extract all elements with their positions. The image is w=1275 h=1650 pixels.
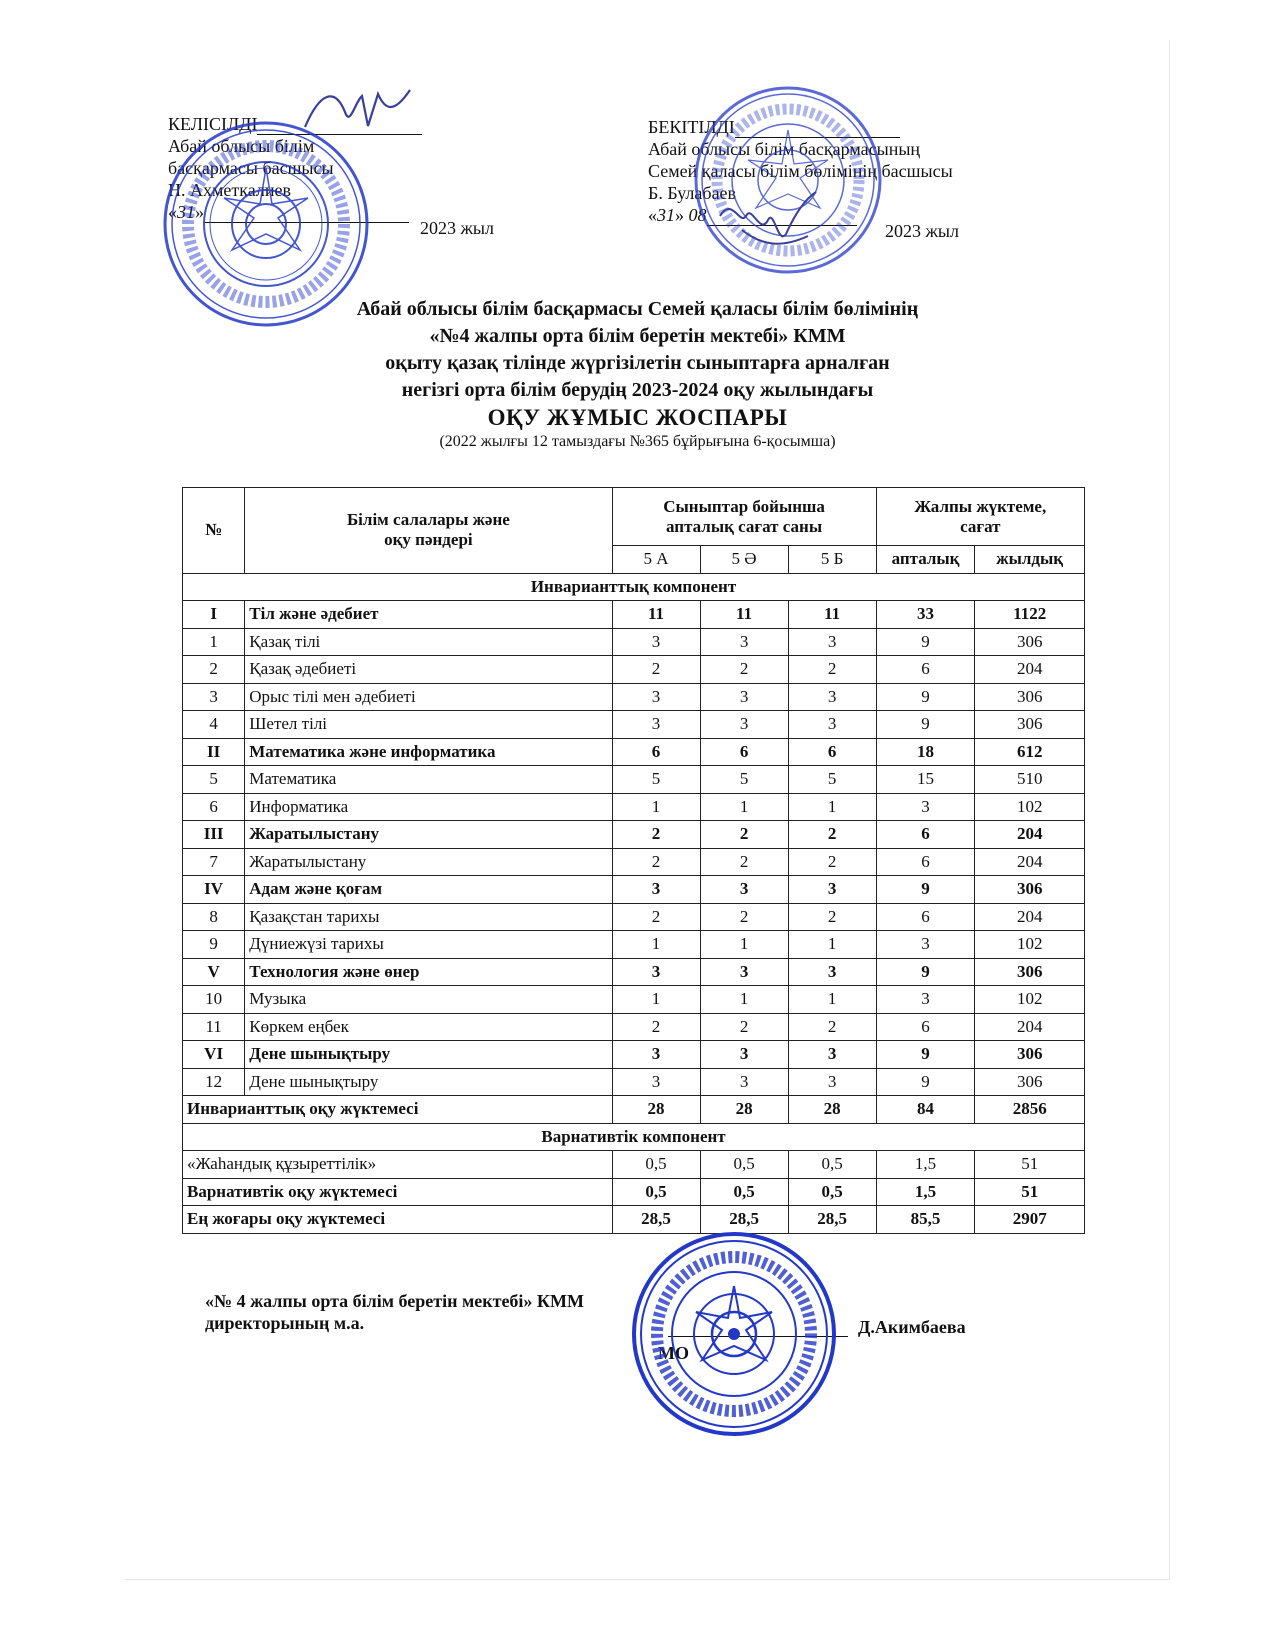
subject-area-row <box>183 821 1085 849</box>
row-cell-yearly: 510 <box>975 766 1085 794</box>
invariant-total-row <box>183 1096 1085 1124</box>
approval-right-line2: Семей қаласы білім бөлімінің басшысы <box>648 161 953 181</box>
variative-subject-row <box>183 1151 1085 1179</box>
row-number: 7 <box>183 848 245 876</box>
row-number: 6 <box>183 793 245 821</box>
subject-row <box>183 1013 1085 1041</box>
subject-row <box>183 711 1085 739</box>
row-cell-yearly: 1122 <box>975 601 1085 629</box>
row-subject-name: Қазақ тілі <box>245 628 612 656</box>
row-cell-class-5ae: 3 <box>700 711 788 739</box>
row-cell-yearly: 102 <box>975 986 1085 1014</box>
row-subject-name: Дүниежүзі тарихы <box>245 931 612 959</box>
row-cell-class-5b: 28,5 <box>788 1206 876 1234</box>
subject-area-row <box>183 958 1085 986</box>
signature-left <box>300 82 420 142</box>
row-subject-name: Математика және информатика <box>245 738 612 766</box>
row-cell-weekly: 6 <box>876 821 975 849</box>
row-cell-weekly: 18 <box>876 738 975 766</box>
header-classes: Сыныптар бойынша апталық сағат саны <box>612 488 876 546</box>
row-number: 11 <box>183 1013 245 1041</box>
variative-total-row <box>183 1178 1085 1206</box>
header-yearly: жылдық <box>975 546 1085 574</box>
row-subject-name: «Жаһандық құзыреттілік» <box>183 1151 613 1179</box>
row-cell-class-5a: 2 <box>612 903 700 931</box>
row-number: VI <box>183 1041 245 1069</box>
row-cell-class-5a: 0,5 <box>612 1178 700 1206</box>
subject-row <box>183 656 1085 684</box>
row-cell-yearly: 306 <box>975 628 1085 656</box>
row-number: 4 <box>183 711 245 739</box>
row-cell-weekly: 33 <box>876 601 975 629</box>
row-cell-weekly: 6 <box>876 848 975 876</box>
title-line-2: «№4 жалпы орта білім беретін мектебі» КММ <box>429 325 846 347</box>
row-subject-name: Ең жоғары оқу жүктемесі <box>183 1206 613 1234</box>
row-number: 12 <box>183 1068 245 1096</box>
row-subject-name: Дене шынықтыру <box>245 1041 612 1069</box>
row-number: II <box>183 738 245 766</box>
subject-row <box>183 683 1085 711</box>
row-cell-class-5a: 0,5 <box>612 1151 700 1179</box>
invariant-section-title: Инварианттық компонент <box>183 573 1085 601</box>
row-cell-class-5a: 28 <box>612 1096 700 1124</box>
row-cell-class-5a: 28,5 <box>612 1206 700 1234</box>
row-cell-class-5ae: 1 <box>700 931 788 959</box>
approval-right-heading: БЕКІТІЛДІ <box>648 116 953 138</box>
row-cell-weekly: 6 <box>876 903 975 931</box>
row-cell-class-5a: 3 <box>612 711 700 739</box>
row-cell-class-5ae: 0,5 <box>700 1151 788 1179</box>
approval-left-date: «31» <box>168 201 422 223</box>
row-cell-class-5ae: 1 <box>700 793 788 821</box>
row-cell-weekly: 15 <box>876 766 975 794</box>
curriculum-table <box>182 487 1085 1234</box>
row-cell-class-5b: 3 <box>788 958 876 986</box>
row-cell-weekly: 6 <box>876 1013 975 1041</box>
row-cell-class-5b: 3 <box>788 711 876 739</box>
row-subject-name: Технология және өнер <box>245 958 612 986</box>
row-cell-class-5b: 6 <box>788 738 876 766</box>
row-cell-class-5b: 3 <box>788 683 876 711</box>
row-cell-weekly: 3 <box>876 931 975 959</box>
subject-area-row <box>183 738 1085 766</box>
row-cell-class-5ae: 6 <box>700 738 788 766</box>
variative-section-title: Варнативтік компонент <box>183 1123 1085 1151</box>
row-subject-name: Қазақстан тарихы <box>245 903 612 931</box>
row-cell-class-5b: 1 <box>788 931 876 959</box>
official-stamp-bottom <box>630 1230 838 1438</box>
subject-area-row <box>183 876 1085 904</box>
row-cell-class-5a: 1 <box>612 793 700 821</box>
row-cell-class-5a: 2 <box>612 656 700 684</box>
approval-right-line3: Б. Булабаев <box>648 183 737 203</box>
subject-area-row <box>183 1041 1085 1069</box>
row-cell-class-5a: 3 <box>612 628 700 656</box>
row-cell-class-5a: 1 <box>612 931 700 959</box>
row-cell-class-5ae: 0,5 <box>700 1178 788 1206</box>
row-subject-name: Дене шынықтыру <box>245 1068 612 1096</box>
subject-row <box>183 848 1085 876</box>
signature-right <box>712 186 822 256</box>
row-cell-yearly: 204 <box>975 821 1085 849</box>
row-cell-weekly: 9 <box>876 711 975 739</box>
max-total-row <box>183 1206 1085 1234</box>
row-cell-yearly: 306 <box>975 711 1085 739</box>
row-cell-class-5a: 3 <box>612 958 700 986</box>
row-cell-class-5b: 2 <box>788 848 876 876</box>
row-number: 10 <box>183 986 245 1014</box>
row-cell-class-5b: 11 <box>788 601 876 629</box>
row-subject-name: Жаратылыстану <box>245 821 612 849</box>
variative-section-row <box>183 1123 1085 1151</box>
row-cell-yearly: 102 <box>975 931 1085 959</box>
row-number: 1 <box>183 628 245 656</box>
row-cell-weekly: 85,5 <box>876 1206 975 1234</box>
header-class-5b: 5 Б <box>788 546 876 574</box>
row-subject-name: Варнативтік оқу жүктемесі <box>183 1178 613 1206</box>
row-cell-yearly: 102 <box>975 793 1085 821</box>
title-line-1: Абай облысы білім басқармасы Семей қаласы білім бөлімінің <box>356 298 919 320</box>
header-class-5a: 5 А <box>612 546 700 574</box>
row-cell-yearly: 306 <box>975 1041 1085 1069</box>
footer-line-1: «№ 4 жалпы орта білім беретін мектебі» КММ <box>205 1291 584 1311</box>
document-title <box>175 296 1100 453</box>
row-cell-class-5ae: 1 <box>700 986 788 1014</box>
header-weekly: апталық <box>876 546 975 574</box>
row-cell-class-5a: 3 <box>612 1041 700 1069</box>
row-cell-yearly: 51 <box>975 1151 1085 1179</box>
row-cell-yearly: 306 <box>975 1068 1085 1096</box>
row-cell-weekly: 9 <box>876 958 975 986</box>
footer-director-name: Д.Акимбаева <box>858 1317 966 1337</box>
row-cell-class-5b: 3 <box>788 1068 876 1096</box>
row-subject-name: Жаратылыстану <box>245 848 612 876</box>
row-cell-class-5ae: 2 <box>700 848 788 876</box>
row-subject-name: Тіл және әдебиет <box>245 601 612 629</box>
row-cell-class-5b: 5 <box>788 766 876 794</box>
approval-right-line1: Абай облысы білім басқармасының <box>648 139 921 159</box>
row-number: 3 <box>183 683 245 711</box>
row-cell-yearly: 306 <box>975 683 1085 711</box>
row-cell-class-5b: 2 <box>788 821 876 849</box>
row-cell-yearly: 204 <box>975 656 1085 684</box>
header-subjects: Білім салалары және оқу пәндері <box>245 488 612 574</box>
approval-left-line3: Н. Ахметкалиев <box>168 180 291 200</box>
row-cell-class-5ae: 2 <box>700 903 788 931</box>
row-subject-name: Инварианттық оқу жүктемесі <box>183 1096 613 1124</box>
footer-line-2: директорының м.а. <box>205 1313 365 1333</box>
row-cell-class-5a: 1 <box>612 986 700 1014</box>
row-subject-name: Математика <box>245 766 612 794</box>
row-cell-weekly: 6 <box>876 656 975 684</box>
row-cell-yearly: 2856 <box>975 1096 1085 1124</box>
row-subject-name: Музыка <box>245 986 612 1014</box>
row-cell-weekly: 3 <box>876 986 975 1014</box>
row-cell-yearly: 2907 <box>975 1206 1085 1234</box>
row-cell-class-5b: 1 <box>788 793 876 821</box>
row-cell-class-5b: 28 <box>788 1096 876 1124</box>
row-cell-class-5ae: 2 <box>700 1013 788 1041</box>
row-subject-name: Орыс тілі мен әдебиеті <box>245 683 612 711</box>
footer-mo: МО <box>658 1343 689 1363</box>
row-cell-class-5ae: 3 <box>700 1041 788 1069</box>
row-cell-class-5ae: 11 <box>700 601 788 629</box>
row-number: III <box>183 821 245 849</box>
row-cell-class-5ae: 3 <box>700 683 788 711</box>
subject-row <box>183 628 1085 656</box>
row-cell-class-5a: 3 <box>612 683 700 711</box>
row-cell-weekly: 9 <box>876 628 975 656</box>
row-cell-weekly: 1,5 <box>876 1178 975 1206</box>
row-number: V <box>183 958 245 986</box>
title-note: (2022 жылғы 12 тамыздағы №365 бұйрығына 6-қосымша) <box>439 433 836 450</box>
subject-area-row <box>183 601 1085 629</box>
row-cell-yearly: 306 <box>975 958 1085 986</box>
approval-left-year: 2023 жыл <box>420 218 495 238</box>
subject-row <box>183 793 1085 821</box>
row-cell-class-5ae: 2 <box>700 821 788 849</box>
row-cell-class-5b: 2 <box>788 1013 876 1041</box>
row-cell-yearly: 612 <box>975 738 1085 766</box>
header-num: № <box>183 488 245 574</box>
row-number: I <box>183 601 245 629</box>
row-cell-weekly: 9 <box>876 1068 975 1096</box>
row-number: IV <box>183 876 245 904</box>
row-cell-class-5ae: 3 <box>700 958 788 986</box>
row-cell-class-5ae: 2 <box>700 656 788 684</box>
row-number: 5 <box>183 766 245 794</box>
row-cell-class-5b: 2 <box>788 903 876 931</box>
row-cell-weekly: 84 <box>876 1096 975 1124</box>
row-cell-class-5b: 3 <box>788 1041 876 1069</box>
approval-right-date: «31» 08 <box>648 204 953 226</box>
row-cell-yearly: 51 <box>975 1178 1085 1206</box>
row-subject-name: Көркем еңбек <box>245 1013 612 1041</box>
row-cell-weekly: 1,5 <box>876 1151 975 1179</box>
row-subject-name: Қазақ әдебиеті <box>245 656 612 684</box>
header-total: Жалпы жүктеме, сағат <box>876 488 1084 546</box>
approval-left-line2: басқармасы басшысы <box>168 158 334 178</box>
row-cell-class-5b: 0,5 <box>788 1151 876 1179</box>
row-cell-class-5a: 3 <box>612 876 700 904</box>
subject-row <box>183 766 1085 794</box>
row-cell-class-5a: 5 <box>612 766 700 794</box>
row-cell-weekly: 9 <box>876 683 975 711</box>
row-cell-class-5ae: 3 <box>700 876 788 904</box>
row-cell-class-5ae: 28 <box>700 1096 788 1124</box>
row-cell-yearly: 204 <box>975 1013 1085 1041</box>
approval-left-line1: Абай облысы білім <box>168 136 315 156</box>
row-number: 2 <box>183 656 245 684</box>
row-cell-class-5a: 11 <box>612 601 700 629</box>
row-cell-class-5ae: 3 <box>700 628 788 656</box>
row-cell-class-5a: 6 <box>612 738 700 766</box>
row-subject-name: Шетел тілі <box>245 711 612 739</box>
row-cell-weekly: 3 <box>876 793 975 821</box>
subject-row <box>183 903 1085 931</box>
row-cell-class-5a: 3 <box>612 1068 700 1096</box>
row-cell-class-5b: 2 <box>788 656 876 684</box>
subject-row <box>183 1068 1085 1096</box>
row-cell-class-5ae: 3 <box>700 1068 788 1096</box>
header-class-5ae: 5 Ә <box>700 546 788 574</box>
approval-left-heading: КЕЛІСІЛДІ <box>168 113 422 135</box>
row-number: 8 <box>183 903 245 931</box>
row-number: 9 <box>183 931 245 959</box>
row-cell-class-5b: 1 <box>788 986 876 1014</box>
row-subject-name: Информатика <box>245 793 612 821</box>
row-cell-class-5a: 2 <box>612 848 700 876</box>
row-cell-class-5ae: 28,5 <box>700 1206 788 1234</box>
subject-row <box>183 931 1085 959</box>
row-cell-yearly: 204 <box>975 848 1085 876</box>
row-cell-weekly: 9 <box>876 876 975 904</box>
row-cell-class-5b: 0,5 <box>788 1178 876 1206</box>
title-main: ОҚУ ЖҰМЫС ЖОСПАРЫ <box>487 405 788 430</box>
row-cell-weekly: 9 <box>876 1041 975 1069</box>
row-subject-name: Адам және қоғам <box>245 876 612 904</box>
row-cell-yearly: 204 <box>975 903 1085 931</box>
row-cell-class-5a: 2 <box>612 1013 700 1041</box>
row-cell-class-5a: 2 <box>612 821 700 849</box>
title-line-3: оқыту қазақ тілінде жүргізілетін сыныптарға арналған <box>385 352 890 374</box>
row-cell-class-5b: 3 <box>788 876 876 904</box>
row-cell-class-5b: 3 <box>788 628 876 656</box>
subject-row <box>183 986 1085 1014</box>
approval-right-year: 2023 жыл <box>885 221 960 241</box>
title-line-4: негізгі орта білім берудің 2023-2024 оқу жылындағы <box>401 379 874 401</box>
row-cell-yearly: 306 <box>975 876 1085 904</box>
footer-signatory <box>205 1290 584 1334</box>
row-cell-class-5ae: 5 <box>700 766 788 794</box>
